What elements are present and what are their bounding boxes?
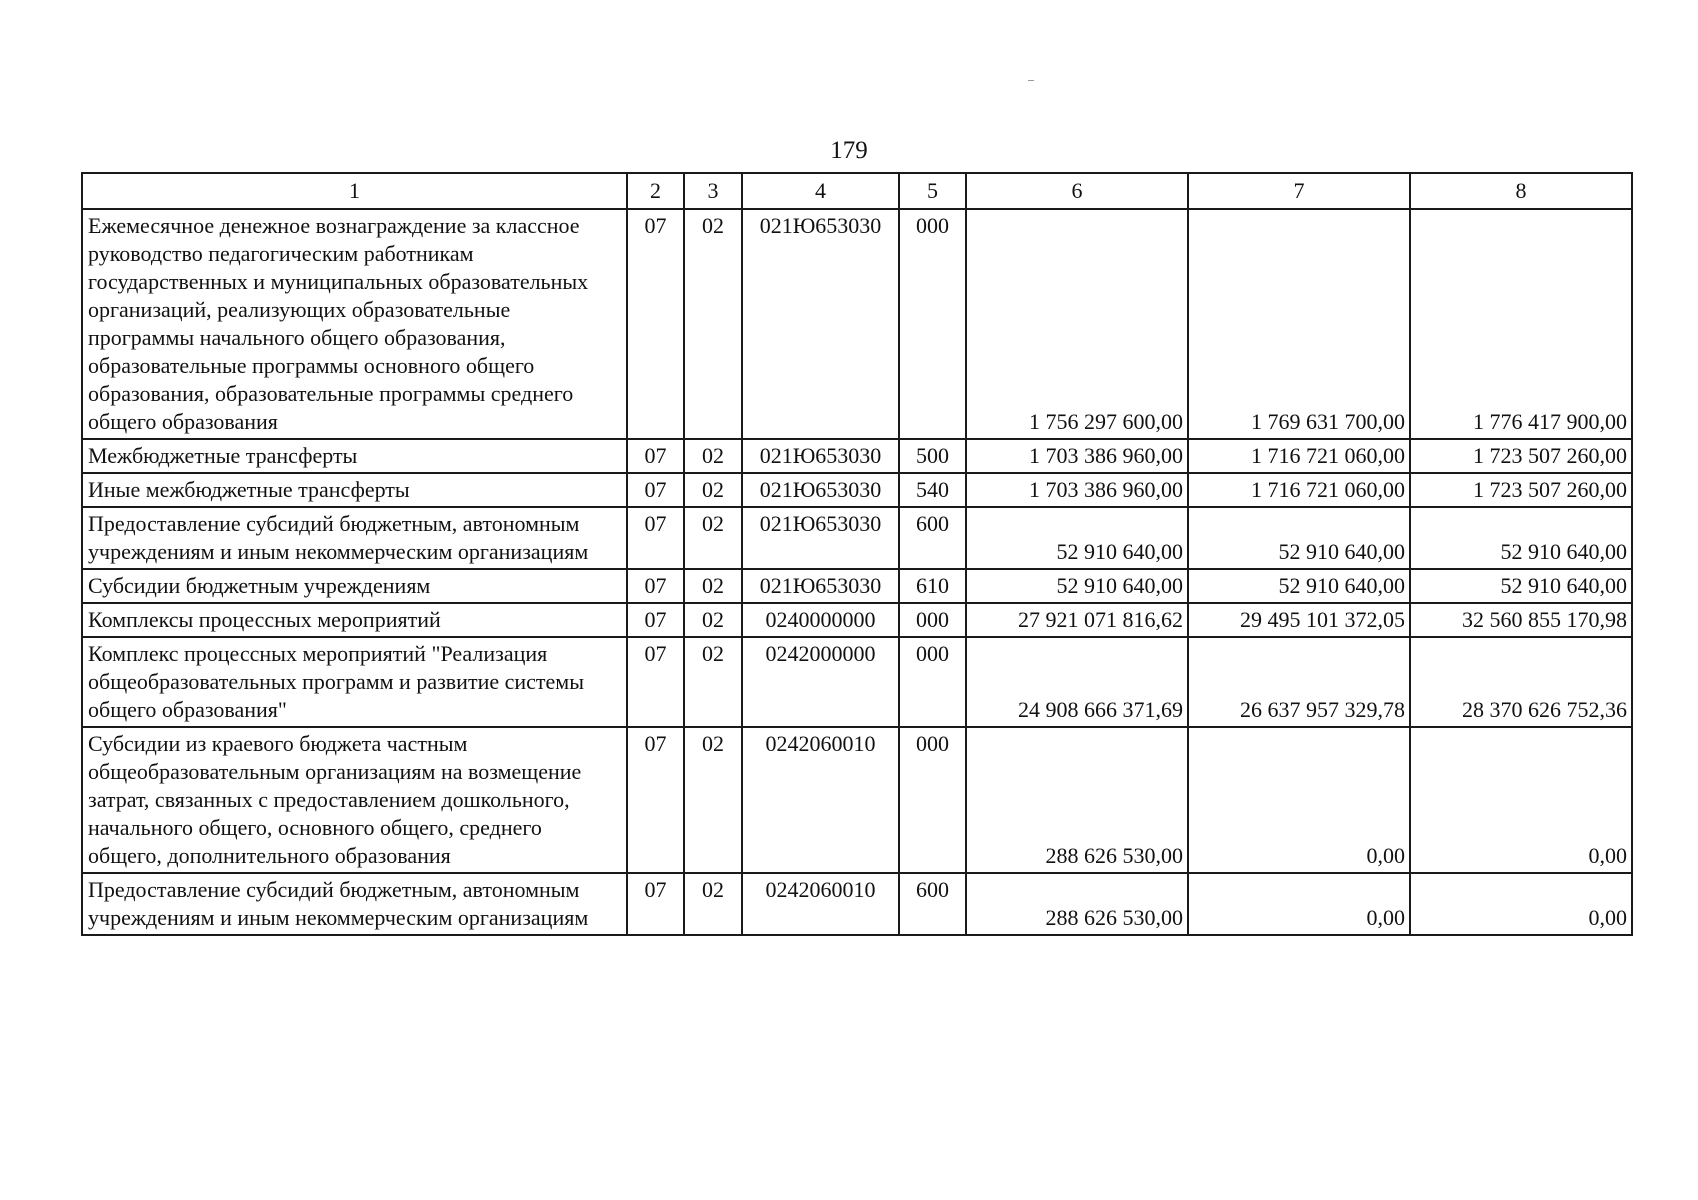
row-subsection: 02 bbox=[684, 209, 742, 439]
row-target-code: 0242000000 bbox=[742, 637, 899, 727]
row-name: Предоставление субсидий бюджетным, автономным учреждениям и иным некоммерческим организациям bbox=[82, 873, 627, 935]
row-amount-8: 1 723 507 260,00 bbox=[1410, 439, 1632, 473]
row-name: Комплекс процессных мероприятий "Реализация общеобразовательных программ и развитие системы общего образования" bbox=[82, 637, 627, 727]
row-expense-type: 600 bbox=[899, 507, 966, 569]
row-subsection: 02 bbox=[684, 473, 742, 507]
row-section: 07 bbox=[627, 507, 684, 569]
row-amount-6: 288 626 530,00 bbox=[966, 873, 1188, 935]
row-name: Субсидии бюджетным учреждениям bbox=[82, 569, 627, 603]
row-subsection: 02 bbox=[684, 637, 742, 727]
row-target-code: 021Ю653030 bbox=[742, 209, 899, 439]
row-amount-6: 1 756 297 600,00 bbox=[966, 209, 1188, 439]
table-row bbox=[82, 473, 1632, 507]
table-row bbox=[82, 569, 1632, 603]
scan-mark bbox=[1028, 80, 1034, 81]
row-section: 07 bbox=[627, 569, 684, 603]
row-amount-6: 52 910 640,00 bbox=[966, 569, 1188, 603]
row-amount-6: 52 910 640,00 bbox=[966, 507, 1188, 569]
row-subsection: 02 bbox=[684, 873, 742, 935]
row-section: 07 bbox=[627, 727, 684, 873]
row-amount-7: 0,00 bbox=[1188, 873, 1410, 935]
row-subsection: 02 bbox=[684, 603, 742, 637]
row-amount-8: 1 723 507 260,00 bbox=[1410, 473, 1632, 507]
header-cell-3: 3 bbox=[684, 173, 742, 209]
row-amount-8: 52 910 640,00 bbox=[1410, 569, 1632, 603]
row-expense-type: 000 bbox=[899, 637, 966, 727]
header-cell-8: 8 bbox=[1410, 173, 1632, 209]
row-expense-type: 600 bbox=[899, 873, 966, 935]
table-row bbox=[82, 727, 1632, 873]
row-amount-8: 0,00 bbox=[1410, 727, 1632, 873]
row-name: Межбюджетные трансферты bbox=[82, 439, 627, 473]
header-cell-7: 7 bbox=[1188, 173, 1410, 209]
row-target-code: 0240000000 bbox=[742, 603, 899, 637]
row-expense-type: 000 bbox=[899, 209, 966, 439]
row-amount-8: 52 910 640,00 bbox=[1410, 507, 1632, 569]
row-name: Предоставление субсидий бюджетным, автономным учреждениям и иным некоммерческим организациям bbox=[82, 507, 627, 569]
row-target-code: 021Ю653030 bbox=[742, 439, 899, 473]
table-header-row bbox=[82, 173, 1632, 209]
row-expense-type: 540 bbox=[899, 473, 966, 507]
row-amount-8: 0,00 bbox=[1410, 873, 1632, 935]
row-amount-8: 32 560 855 170,98 bbox=[1410, 603, 1632, 637]
row-amount-6: 1 703 386 960,00 bbox=[966, 473, 1188, 507]
row-target-code: 021Ю653030 bbox=[742, 569, 899, 603]
row-amount-7: 0,00 bbox=[1188, 727, 1410, 873]
row-name: Ежемесячное денежное вознаграждение за классное руководство педагогическим работникам государственных и муниципальных образовательных организаций, реализующих образовательные программы начального общего образования, образовательные программы основного общего образования, образовательные программы среднего общего образования bbox=[82, 209, 627, 439]
row-section: 07 bbox=[627, 637, 684, 727]
row-section: 07 bbox=[627, 873, 684, 935]
row-amount-7: 1 769 631 700,00 bbox=[1188, 209, 1410, 439]
row-name: Комплексы процессных мероприятий bbox=[82, 603, 627, 637]
row-amount-7: 1 716 721 060,00 bbox=[1188, 473, 1410, 507]
row-target-code: 0242060010 bbox=[742, 873, 899, 935]
row-subsection: 02 bbox=[684, 727, 742, 873]
page-number: 179 bbox=[830, 137, 868, 164]
row-amount-7: 1 716 721 060,00 bbox=[1188, 439, 1410, 473]
row-section: 07 bbox=[627, 473, 684, 507]
table-row bbox=[82, 873, 1632, 935]
row-amount-6: 1 703 386 960,00 bbox=[966, 439, 1188, 473]
table-row bbox=[82, 637, 1632, 727]
header-cell-5: 5 bbox=[899, 173, 966, 209]
table-row bbox=[82, 439, 1632, 473]
row-amount-7: 26 637 957 329,78 bbox=[1188, 637, 1410, 727]
row-amount-6: 27 921 071 816,62 bbox=[966, 603, 1188, 637]
row-section: 07 bbox=[627, 603, 684, 637]
row-expense-type: 500 bbox=[899, 439, 966, 473]
row-name: Субсидии из краевого бюджета частным общеобразовательным организациям на возмещение затрат, связанных с предоставлением дошкольного, начального общего, основного общего, среднего общего, дополнительного образования bbox=[82, 727, 627, 873]
row-section: 07 bbox=[627, 209, 684, 439]
row-expense-type: 000 bbox=[899, 727, 966, 873]
budget-table bbox=[81, 172, 1633, 936]
row-amount-6: 288 626 530,00 bbox=[966, 727, 1188, 873]
table-row bbox=[82, 209, 1632, 439]
header-cell-2: 2 bbox=[627, 173, 684, 209]
row-subsection: 02 bbox=[684, 569, 742, 603]
row-amount-7: 52 910 640,00 bbox=[1188, 507, 1410, 569]
table-row bbox=[82, 507, 1632, 569]
row-amount-7: 52 910 640,00 bbox=[1188, 569, 1410, 603]
row-amount-6: 24 908 666 371,69 bbox=[966, 637, 1188, 727]
header-cell-6: 6 bbox=[966, 173, 1188, 209]
row-subsection: 02 bbox=[684, 439, 742, 473]
row-name: Иные межбюджетные трансферты bbox=[82, 473, 627, 507]
row-expense-type: 610 bbox=[899, 569, 966, 603]
row-amount-8: 28 370 626 752,36 bbox=[1410, 637, 1632, 727]
row-target-code: 021Ю653030 bbox=[742, 473, 899, 507]
row-expense-type: 000 bbox=[899, 603, 966, 637]
header-cell-4: 4 bbox=[742, 173, 899, 209]
row-target-code: 0242060010 bbox=[742, 727, 899, 873]
row-section: 07 bbox=[627, 439, 684, 473]
header-cell-1: 1 bbox=[82, 173, 627, 209]
row-target-code: 021Ю653030 bbox=[742, 507, 899, 569]
row-amount-7: 29 495 101 372,05 bbox=[1188, 603, 1410, 637]
table-row bbox=[82, 603, 1632, 637]
row-subsection: 02 bbox=[684, 507, 742, 569]
row-amount-8: 1 776 417 900,00 bbox=[1410, 209, 1632, 439]
